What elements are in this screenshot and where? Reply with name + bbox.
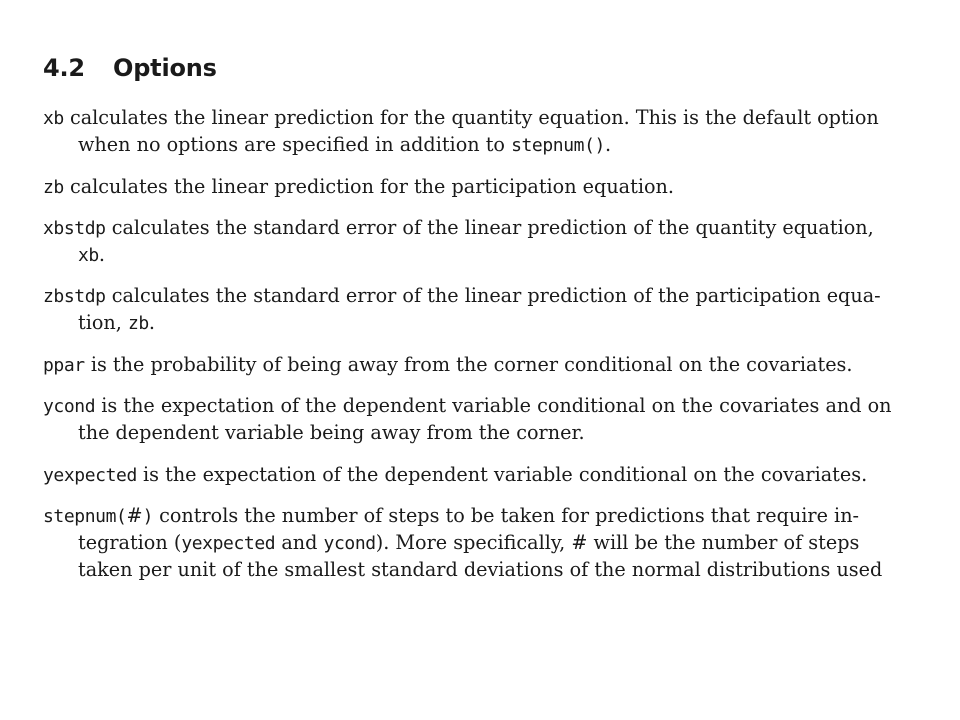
option-zbstdp-line2-end: .	[148, 311, 155, 334]
option-xb	[43, 104, 910, 158]
option-xb-code-stepnum: stepnum()	[511, 135, 605, 156]
option-xbstdp-code-xb: xb	[78, 245, 99, 266]
option-zbstdp-code-zb: zb	[127, 313, 149, 334]
option-xb-line2: when no options are specified in addition to	[78, 133, 512, 156]
option-ycond-line1: is the expectation of the dependent variable conditional on the covariates and on	[95, 394, 892, 417]
option-name-zbstdp: zbstdp	[43, 286, 106, 307]
option-xb-line2-end: .	[605, 133, 612, 156]
option-stepnum-line1: controls the number of steps to be taken for predictions that require in-	[153, 504, 860, 527]
option-ppar	[43, 351, 910, 378]
option-ycond-line2: the dependent variable being away from the corner.	[78, 421, 585, 444]
option-name-ycond: ycond	[43, 396, 96, 417]
option-zbstdp	[43, 282, 910, 336]
option-stepnum-line2-d: will be the number of steps	[587, 531, 860, 554]
option-ycond	[43, 392, 910, 446]
option-name-xbstdp: xbstdp	[43, 218, 106, 239]
section-number: 4.2	[43, 54, 85, 82]
section-heading	[43, 52, 217, 84]
option-name-yexpected: yexpected	[43, 465, 137, 486]
option-xbstdp	[43, 214, 910, 268]
option-xb-line1: calculates the linear prediction for the quantity equation. This is the default option	[63, 106, 879, 129]
option-stepnum-line3: taken per unit of the smallest standard deviations of the normal distributions used	[78, 558, 883, 581]
option-zb-line1: calculates the linear prediction for the participation equation.	[63, 175, 674, 198]
option-stepnum	[43, 502, 910, 583]
section-title: Options	[113, 54, 217, 82]
option-ppar-line1: is the probability of being away from the corner conditional on the covariates.	[84, 353, 853, 376]
option-yexpected-line1: is the expectation of the dependent variable conditional on the covariates.	[136, 463, 868, 486]
option-name-ppar: ppar	[43, 355, 85, 376]
option-name-stepnum-b: )	[142, 506, 154, 527]
option-zb	[43, 173, 910, 200]
option-zbstdp-line1: calculates the standard error of the linear prediction of the participation equa-	[105, 284, 881, 307]
option-stepnum-code-yexpected: yexpected	[181, 533, 276, 554]
option-stepnum-line2-hash: #	[571, 531, 588, 554]
option-stepnum-code-ycond: ycond	[323, 533, 376, 554]
option-stepnum-line2-a: tegration (	[78, 531, 182, 554]
option-xbstdp-line2-end: .	[98, 243, 105, 266]
option-xbstdp-line1: calculates the standard error of the linear prediction of the quantity equation,	[105, 216, 874, 239]
option-stepnum-hash: #	[126, 504, 143, 527]
option-zbstdp-line2: tion,	[78, 311, 128, 334]
option-stepnum-line2-b: and	[275, 531, 324, 554]
option-stepnum-line2-c: ). More specifically,	[375, 531, 572, 554]
option-name-zb: zb	[43, 177, 64, 198]
option-name-stepnum-a: stepnum(	[43, 506, 127, 527]
option-yexpected	[43, 461, 910, 488]
option-name-xb: xb	[43, 108, 64, 129]
